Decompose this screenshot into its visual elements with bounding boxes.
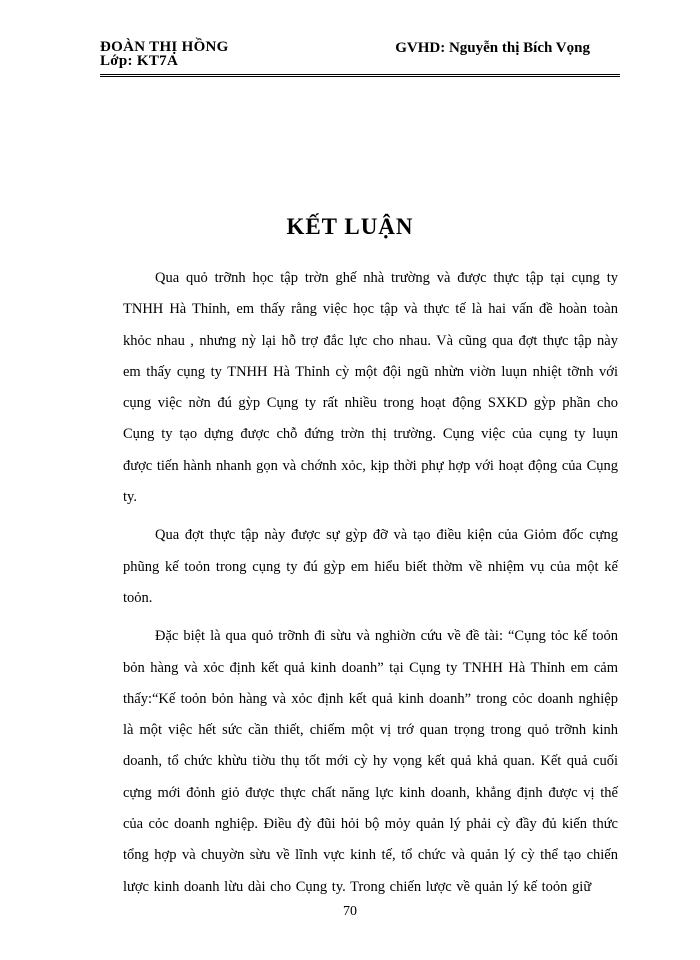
page-number: 70 xyxy=(343,904,357,919)
header-student-block xyxy=(100,40,229,68)
advisor-name: GVHD: Nguyễn thị Bích Vọng xyxy=(395,40,590,56)
page-title: KẾT LUẬN xyxy=(286,214,414,239)
paragraph-3: Đặc biệt là qua quỏ trỡnh đi sừu và nghiờn cứu về đề tài: “Cụng tỏc kế toỏn bỏn hàng và xỏc định kết quả kinh doanh” tại Cụng ty TNHH Hà Thỉnh em cảm thấy:“Kế toỏn bỏn hàng và xỏc định kết quả kinh doanh” trong cỏc doanh nghiệp là một việc hết sức cần thiết, chiếm một vị trớ quan trọng trong quỏ trỡnh kinh doanh, tổ chức khừu tiờu thụ tốt mới cỳ hy vọng kết quả khả quan. Kết quả cuối cựng mới đỏnh giỏ được thực chất năng lực kinh doanh, khẳng định được vị thế của cỏc doanh nghiệp. Điều đỳ đũi hỏi bộ mỏy quản lý phải cỳ đầy đủ kiến thức tổng hợp và chuyờn sừu về lĩnh vực kinh tế, tổ chức và quản lý cỳ thể tạo chiến lược kinh doanh lừu dài cho Cụng ty. Trong chiến lược về quản lý kế toỏn giữ xyxy=(123,628,618,895)
page-header xyxy=(100,40,620,74)
header-divider xyxy=(100,74,620,77)
student-name: ĐOÀN THỊ HỒNG xyxy=(100,39,229,55)
paragraph-2: Qua đợt thực tập này được sự gỳp đỡ và tạo điều kiện của Giỏm đốc cựng phũng kế toỏn trong cụng ty đú gỳp em hiểu biết thờm về nhiệm vụ của một kế toỏn. xyxy=(123,527,618,606)
body-text xyxy=(123,263,618,903)
paragraph-1: Qua quỏ trỡnh học tập trờn ghế nhà trường và được thực tập tại cụng ty TNHH Hà Thỉnh, em thấy rằng việc học tập và thực tế là hai vấn đề hoàn toàn khỏc nhau , nhưng nỳ lại hỗ trợ đắc lực cho nhau. Và cũng qua đợt thực tập này em thấy cụng ty TNHH Hà Thỉnh cỳ một đội ngũ nhừn viờn luụn nhiệt tỡnh với cụng việc nờn đú gỳp Cụng ty rất nhiều trong hoạt động SXKD gỳp phần cho Cụng ty tạo dựng được chỗ đứng trờn thị trường. Cụng việc của cụng ty luụn được tiến hành nhanh gọn và chớnh xỏc, kịp thời phự hợp với hoạt động của Cụng ty. xyxy=(123,270,618,506)
class-label: Lớp: KT7A xyxy=(100,53,179,69)
